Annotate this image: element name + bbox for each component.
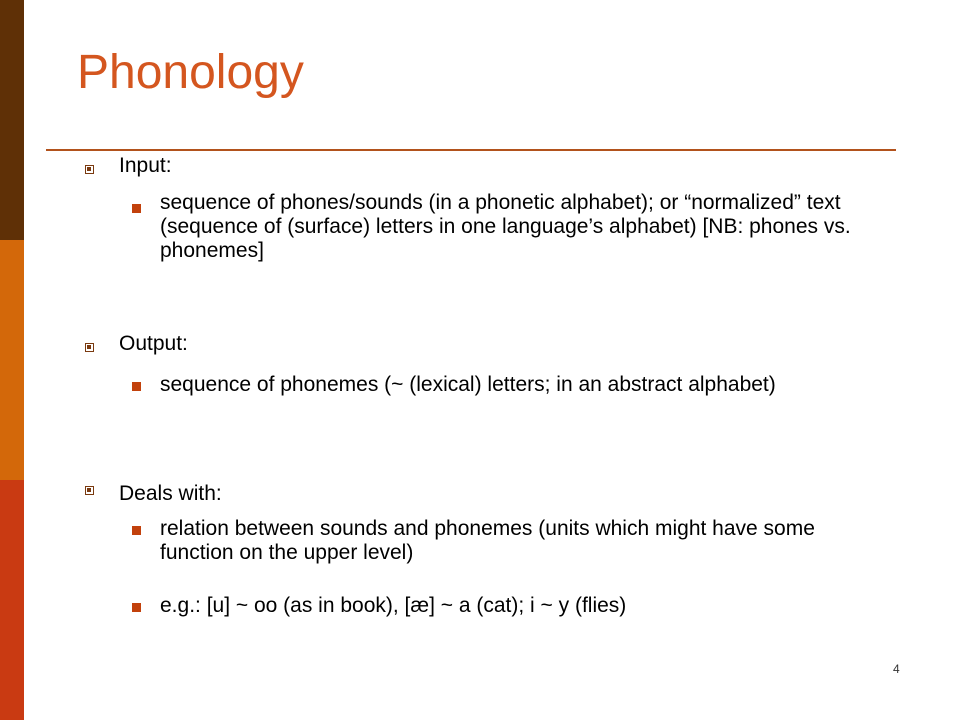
square-bullet-icon [85, 486, 94, 495]
sub-bullet-icon [132, 382, 141, 391]
section-label-input: Input: [119, 154, 172, 177]
output-item: sequence of phonemes (~ (lexical) letters; in an abstract alphabet) [160, 373, 776, 396]
slide-title: Phonology [77, 46, 304, 99]
sub-bullet-icon [132, 204, 141, 213]
deals-with-example: e.g.: [u] ~ oo (as in book), [æ] ~ a (cat); i ~ y (flies) [160, 594, 627, 617]
square-bullet-icon [85, 165, 94, 174]
page-number: 4 [893, 662, 900, 676]
sub-bullet-icon [132, 526, 141, 535]
square-bullet-icon [85, 343, 94, 352]
sub-bullet-icon [132, 603, 141, 612]
deals-with-item: relation between sounds and phonemes (units which might have some function on the upper level) [160, 517, 815, 564]
section-label-output: Output: [119, 332, 188, 355]
input-item: sequence of phones/sounds (in a phonetic alphabet); or “normalized” text (sequence of (surface) letters in one language’s alphabet) [NB: phones vs. phonemes] [160, 191, 851, 262]
section-label-deals-with: Deals with: [119, 482, 222, 505]
